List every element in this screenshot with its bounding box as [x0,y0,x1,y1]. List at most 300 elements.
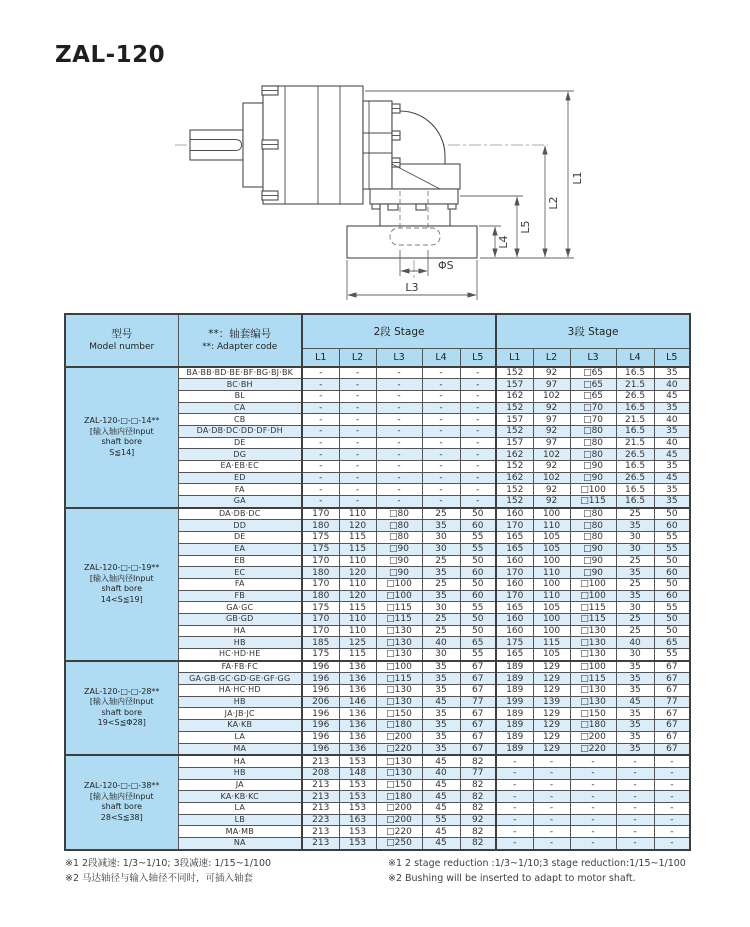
dim-value-cell: □130 [376,685,422,697]
dim-value-cell: 65 [654,637,690,649]
table-row [65,755,690,767]
adapter-code-cell: DG [178,449,302,461]
dim-value-cell: □80 [570,449,616,461]
dim-value-cell: - [376,414,422,426]
dim-value-cell: 105 [533,649,570,661]
model-number-cell: ZAL-120-□-□-38** [输入轴内径Input shaft bore 28<S≦38] [65,755,178,850]
dim-value-cell: □90 [376,543,422,555]
dim-value-cell: 77 [460,696,496,708]
adapter-code-cell: FB [178,590,302,602]
adapter-code-cell: EB [178,555,302,567]
dim-value-cell: - [616,814,654,826]
dim-value-cell: □130 [376,767,422,779]
dim-value-cell: 196 [302,731,339,743]
dim-value-cell: □200 [376,731,422,743]
dim-value-cell: 16.5 [616,425,654,437]
dim-value-cell: 180 [302,590,339,602]
dim-value-cell: 153 [339,826,376,838]
header-stage3-l3: L3 [570,348,616,367]
dim-value-cell: 35 [616,708,654,720]
dim-value-cell: 115 [533,637,570,649]
dim-value-cell: 45 [422,779,460,791]
dim-value-cell: 50 [460,508,496,520]
dim-value-cell: 60 [654,567,690,579]
dim-value-cell: 67 [460,731,496,743]
dim-value-cell: - [460,461,496,473]
dim-value-cell: 170 [302,613,339,625]
dim-value-cell: - [376,437,422,449]
dim-value-cell: 35 [654,402,690,414]
dim-value-cell: 199 [496,696,533,708]
dim-value-cell: - [496,802,533,814]
dim-value-cell: 35 [616,661,654,673]
dim-value-cell: - [533,779,570,791]
dim-value-cell: 213 [302,779,339,791]
dim-value-cell: - [654,779,690,791]
dim-value-cell: 30 [616,602,654,614]
dim-value-cell: 67 [460,720,496,732]
dim-value-cell: - [339,367,376,379]
dim-value-cell: □180 [570,720,616,732]
dim-value-cell: - [302,449,339,461]
dim-value-cell: □130 [376,637,422,649]
dim-value-cell: 35 [422,661,460,673]
dim-value-cell: 45 [422,791,460,803]
footnotes-zh [65,856,271,886]
dim-value-cell: - [302,461,339,473]
adapter-code-cell: MA·MB [178,826,302,838]
dim-value-cell: □150 [570,708,616,720]
dim-value-cell: - [376,484,422,496]
dim-value-cell: 30 [422,649,460,661]
dim-value-cell: 50 [654,613,690,625]
dim-value-cell: 102 [533,472,570,484]
dim-value-cell: 162 [496,472,533,484]
dim-value-cell: - [460,414,496,426]
dim-value-cell: 35 [616,673,654,685]
dim-value-cell: 129 [533,731,570,743]
model-number-cell: ZAL-120-□-□-14** [输入轴内径Input shaft bore S≦14] [65,367,178,508]
dim-value-cell: 50 [654,578,690,590]
dim-value-cell: - [302,496,339,508]
dim-value-cell: 40 [654,379,690,391]
dim-value-cell: 162 [496,390,533,402]
dim-value-cell: 25 [616,555,654,567]
dim-value-cell: □115 [376,613,422,625]
adapter-code-cell: FA [178,484,302,496]
dim-value-cell: 189 [496,720,533,732]
dim-value-cell: □65 [570,367,616,379]
dim-value-cell: - [422,425,460,437]
dim-value-cell: 100 [533,555,570,567]
adapter-code-cell: CB [178,414,302,426]
dim-value-cell: - [533,791,570,803]
adapter-code-cell: DE [178,437,302,449]
dim-value-cell: - [339,472,376,484]
dim-value-cell: 175 [302,649,339,661]
dim-value-cell: □100 [570,578,616,590]
dim-value-cell: 105 [533,543,570,555]
dim-value-cell: - [422,461,460,473]
dim-value-cell: - [376,367,422,379]
dim-value-cell: - [570,791,616,803]
dim-value-cell: 152 [496,402,533,414]
dim-value-cell: □90 [570,543,616,555]
dim-label-l2: L2 [547,196,560,210]
dim-value-cell: 67 [654,731,690,743]
dim-value-cell: 129 [533,708,570,720]
dim-value-cell: - [496,838,533,850]
dim-value-cell: - [302,402,339,414]
dim-value-cell: □70 [570,414,616,426]
dim-value-cell: 35 [422,520,460,532]
dim-value-cell: - [422,367,460,379]
dim-value-cell: 60 [460,590,496,602]
dim-value-cell: 35 [654,461,690,473]
dim-value-cell: 129 [533,661,570,673]
dim-value-cell: - [570,767,616,779]
adapter-code-cell: HB [178,696,302,708]
header-stage2-l2: L2 [339,348,376,367]
dim-value-cell: □130 [376,696,422,708]
dim-value-cell: 30 [422,543,460,555]
dim-value-cell: 180 [302,520,339,532]
dim-value-cell: - [302,425,339,437]
dim-value-cell: - [616,779,654,791]
dim-value-cell: 180 [302,567,339,579]
dim-value-cell: □80 [570,532,616,544]
dim-value-cell: 129 [533,673,570,685]
dim-value-cell: 153 [339,755,376,767]
dim-value-cell: □115 [376,602,422,614]
dim-value-cell: □130 [570,685,616,697]
dim-value-cell: - [460,379,496,391]
dim-value-cell: 100 [533,625,570,637]
dim-label-l4: L4 [497,235,510,249]
dim-value-cell: - [533,767,570,779]
dim-value-cell: 170 [302,508,339,520]
adapter-code-cell: EA [178,543,302,555]
dim-value-cell: - [422,449,460,461]
dim-value-cell: 223 [302,814,339,826]
dim-value-cell: - [496,826,533,838]
dim-value-cell: 16.5 [616,484,654,496]
adapter-code-cell: KA·KB [178,720,302,732]
dim-value-cell: □80 [376,508,422,520]
dim-value-cell: 165 [496,532,533,544]
dim-value-cell: 21.5 [616,437,654,449]
dim-value-cell: 35 [654,367,690,379]
adapter-code-cell: DA·DB·DC·DD·DF·DH [178,425,302,437]
dim-value-cell: - [339,461,376,473]
dim-value-cell: □130 [570,696,616,708]
dim-value-cell: 175 [302,602,339,614]
dim-value-cell: 110 [339,508,376,520]
dim-value-cell: 152 [496,425,533,437]
dim-value-cell: 153 [339,779,376,791]
adapter-code-cell: LA [178,802,302,814]
dim-value-cell: 82 [460,802,496,814]
dim-value-cell: 35 [616,567,654,579]
dim-value-cell: 35 [422,731,460,743]
dim-value-cell: 163 [339,814,376,826]
dim-value-cell: 50 [460,555,496,567]
dim-value-cell: 136 [339,673,376,685]
header-model-number-zh: 型号 [111,328,133,341]
dim-value-cell: 92 [533,402,570,414]
dim-value-cell: □130 [376,755,422,767]
dim-value-cell: 115 [339,543,376,555]
dim-value-cell: - [654,755,690,767]
dim-value-cell: 175 [302,543,339,555]
dim-value-cell: 45 [616,696,654,708]
footnote-en-1: ※1 2 stage reduction :1/3~1/10;3 stage reduction:1/15~1/100 [388,858,686,869]
adapter-code-cell: LB [178,814,302,826]
table-row [65,367,690,379]
dim-value-cell: 196 [302,708,339,720]
dim-value-cell: 25 [422,578,460,590]
dim-value-cell: 153 [339,791,376,803]
dim-value-cell: 153 [339,838,376,850]
dim-value-cell: 170 [496,520,533,532]
dim-value-cell: 67 [654,743,690,755]
adapter-code-cell: NA [178,838,302,850]
dim-value-cell: □100 [376,578,422,590]
dim-value-cell: 196 [302,685,339,697]
dim-value-cell: 50 [654,555,690,567]
dim-value-cell: 189 [496,673,533,685]
dim-value-cell: 110 [533,567,570,579]
dim-value-cell: □180 [376,791,422,803]
adapter-code-cell: BL [178,390,302,402]
dim-value-cell: □100 [376,590,422,602]
dim-value-cell: - [570,826,616,838]
dim-value-cell: 65 [460,637,496,649]
adapter-code-cell: CA [178,402,302,414]
dim-value-cell: 170 [302,625,339,637]
dim-value-cell: 30 [616,649,654,661]
dim-value-cell: 110 [339,613,376,625]
dim-value-cell: 67 [460,708,496,720]
dim-value-cell: 25 [616,625,654,637]
header-model-number-en: Model number [89,342,155,353]
dim-value-cell: 40 [654,437,690,449]
dim-value-cell: - [533,838,570,850]
spec-table [64,313,691,851]
dim-value-cell: 152 [496,367,533,379]
dim-value-cell: □130 [570,625,616,637]
header-stage2-l4: L4 [422,348,460,367]
dim-value-cell: □90 [570,472,616,484]
dim-value-cell: □115 [570,613,616,625]
dim-value-cell: 16.5 [616,367,654,379]
adapter-code-cell: GA·GC [178,602,302,614]
dim-value-cell: □200 [570,731,616,743]
dim-value-cell: 129 [533,743,570,755]
dim-value-cell: 160 [496,613,533,625]
dim-value-cell: 55 [460,543,496,555]
dim-value-cell: 77 [654,696,690,708]
dim-value-cell: 45 [422,826,460,838]
adapter-code-cell: BC·BH [178,379,302,391]
dim-value-cell: 175 [302,532,339,544]
dim-value-cell: 35 [422,708,460,720]
dim-value-cell: 102 [533,390,570,402]
dim-value-cell: 82 [460,826,496,838]
dim-value-cell: 175 [496,637,533,649]
adapter-code-cell: DD [178,520,302,532]
dim-value-cell: 60 [460,520,496,532]
adapter-code-cell: GA [178,496,302,508]
dim-value-cell: - [533,755,570,767]
dim-value-cell: 35 [654,496,690,508]
dim-value-cell: 21.5 [616,379,654,391]
dim-value-cell: 206 [302,696,339,708]
dim-value-cell: 45 [422,802,460,814]
dim-value-cell: 165 [496,602,533,614]
adapter-code-cell: GB·GD [178,613,302,625]
dim-value-cell: 92 [533,484,570,496]
dim-value-cell: 25 [616,613,654,625]
dim-value-cell: 120 [339,567,376,579]
dim-value-cell: 129 [533,685,570,697]
dim-value-cell: 35 [654,425,690,437]
adapter-code-cell: FA·FB·FC [178,661,302,673]
dim-value-cell: 208 [302,767,339,779]
dim-value-cell: 67 [654,673,690,685]
dim-value-cell: 25 [422,625,460,637]
dim-value-cell: 146 [339,696,376,708]
dim-value-cell: - [339,414,376,426]
dim-value-cell: 30 [616,543,654,555]
dim-value-cell: - [376,390,422,402]
dim-value-cell: 213 [302,802,339,814]
dim-label-l5: L5 [519,220,532,234]
dim-value-cell: 16.5 [616,461,654,473]
dim-value-cell: 213 [302,838,339,850]
footnote-en-2: ※2 Bushing will be inserted to adapt to motor shaft. [388,873,636,884]
header-adapter-code-en: **: Adapter code [202,342,278,353]
adapter-code-cell: HA [178,755,302,767]
dim-value-cell: 189 [496,708,533,720]
dim-value-cell: 82 [460,755,496,767]
dim-value-cell: - [302,379,339,391]
dim-value-cell: - [376,461,422,473]
dim-value-cell: 110 [339,578,376,590]
dim-value-cell: - [339,437,376,449]
dim-value-cell: - [376,449,422,461]
dim-value-cell: - [422,390,460,402]
dim-value-cell: 40 [616,637,654,649]
dim-value-cell: 120 [339,520,376,532]
dim-value-cell: 67 [460,685,496,697]
dim-value-cell: 213 [302,826,339,838]
dim-value-cell: □80 [570,520,616,532]
dim-value-cell: - [460,402,496,414]
dim-value-cell: - [422,402,460,414]
dim-value-cell: 45 [654,449,690,461]
dim-value-cell: - [422,414,460,426]
dim-value-cell: □65 [570,379,616,391]
dim-value-cell: □90 [570,555,616,567]
dim-value-cell: 16.5 [616,496,654,508]
dim-value-cell: 157 [496,437,533,449]
dim-value-cell: □150 [376,708,422,720]
dim-value-cell: 152 [496,496,533,508]
dim-value-cell: 55 [654,602,690,614]
dim-value-cell: □130 [570,649,616,661]
dim-value-cell: □115 [376,673,422,685]
dim-value-cell: 129 [533,720,570,732]
dim-value-cell: 45 [422,696,460,708]
dim-value-cell: 77 [460,767,496,779]
dim-value-cell: 189 [496,685,533,697]
dim-value-cell: 136 [339,685,376,697]
dim-value-cell: 45 [422,755,460,767]
dim-value-cell: - [654,802,690,814]
dim-value-cell: 30 [616,532,654,544]
dim-value-cell: 21.5 [616,414,654,426]
dim-value-cell: 67 [654,720,690,732]
dim-value-cell: 40 [422,767,460,779]
dim-value-cell: 136 [339,720,376,732]
dim-value-cell: □65 [570,390,616,402]
dim-value-cell: 50 [460,613,496,625]
dim-value-cell: - [496,779,533,791]
dim-value-cell: 97 [533,414,570,426]
dim-value-cell: - [460,472,496,484]
adapter-code-cell: HC·HD·HE [178,649,302,661]
adapter-code-cell: LA [178,731,302,743]
dim-value-cell: 148 [339,767,376,779]
adapter-code-cell: DE [178,532,302,544]
adapter-code-cell: KA·KB·KC [178,791,302,803]
dim-value-cell: 50 [460,578,496,590]
dim-value-cell: - [496,814,533,826]
dim-value-cell: 35 [422,567,460,579]
dim-value-cell: 55 [422,814,460,826]
table-row [65,661,690,673]
dim-value-cell: 136 [339,708,376,720]
dim-value-cell: - [460,390,496,402]
dim-value-cell: □100 [570,484,616,496]
dim-value-cell: 35 [616,731,654,743]
dim-value-cell: 26.5 [616,472,654,484]
adapter-code-cell: ED [178,472,302,484]
dim-value-cell: 35 [422,673,460,685]
dim-value-cell: 30 [422,602,460,614]
dim-value-cell: 55 [654,649,690,661]
adapter-code-cell: EA·EB·EC [178,461,302,473]
dim-value-cell: 165 [496,543,533,555]
dim-value-cell: - [376,496,422,508]
header-stage3-l4: L4 [616,348,654,367]
dim-value-cell: 160 [496,625,533,637]
dim-value-cell: - [496,755,533,767]
adapter-code-cell: GA·GB·GC·GD·GE·GF·GG [178,673,302,685]
dim-value-cell: 97 [533,379,570,391]
dim-value-cell: □250 [376,838,422,850]
dim-value-cell: 213 [302,755,339,767]
dim-value-cell: 55 [460,532,496,544]
dim-value-cell: □130 [376,649,422,661]
dim-value-cell: 50 [654,625,690,637]
dim-value-cell: □80 [376,520,422,532]
dim-value-cell: 35 [422,743,460,755]
dim-value-cell: - [616,802,654,814]
dim-value-cell: 165 [496,649,533,661]
dim-value-cell: 157 [496,379,533,391]
